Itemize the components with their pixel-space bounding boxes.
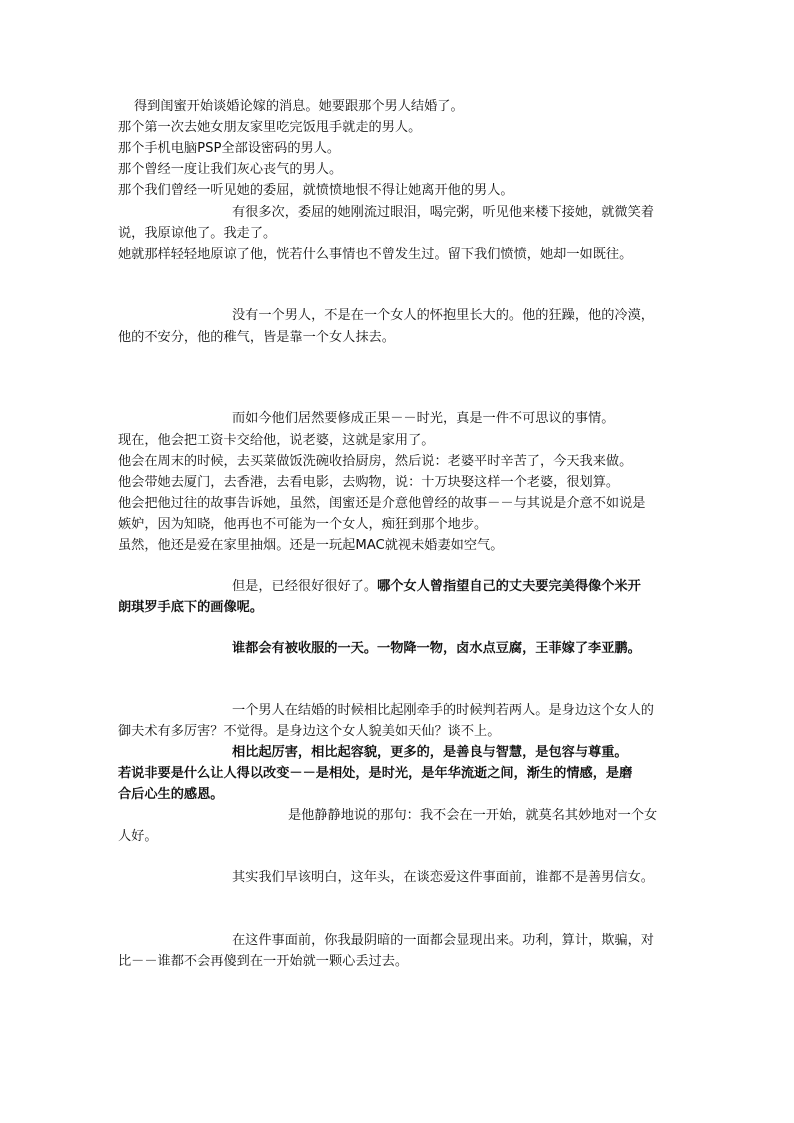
text-line: 比－－谁都不会再傻到在一开始就一颗心丢过去。	[118, 954, 409, 969]
text-line: 那个第一次去她女朋友家里吃完饭甩手就走的男人。	[118, 120, 422, 135]
text-line: 现在，他会把工资卡交给他，说老婆，这就是家用了。	[118, 433, 435, 448]
text-line-bold: 相比起厉害，相比起容貌，更多的，是善良与智慧，是包容与尊重。	[232, 745, 628, 760]
text-line: 嫉妒，因为知晓，他再也不可能为一个女人，痴狂到那个地步。	[118, 517, 488, 532]
text-line: 是他静静地说的那句：我不会在一开始，就莫名其妙地对一个女	[288, 808, 658, 823]
text-line: 得到闺蜜开始谈婚论嫁的消息。她要跟那个男人结婚了。	[134, 99, 464, 114]
text-line: 一个男人在结婚的时候相比起刚牵手的时候判若两人。是身边这个女人的	[232, 703, 654, 718]
text-run-bold: 哪个女人曾指望自己的丈夫要完美得像个米开	[377, 579, 641, 594]
text-line: 那个我们曾经一听见她的委屈，就愤愤地恨不得让她离开他的男人。	[118, 183, 514, 198]
text-line: 其实我们早该明白，这年头，在谈恋爱这件事面前，谁都不是善男信女。	[232, 870, 654, 885]
text-line	[232, 576, 641, 597]
text-line: 那个曾经一度让我们灰心丧气的男人。	[118, 162, 343, 177]
text-line-bold: 若说非要是什么让人得以改变－－是相处，是时光，是年华流逝之间，渐生的情感，是磨	[118, 766, 633, 781]
text-line: 没有一个男人，不是在一个女人的怀抱里长大的。他的狂躁，他的冷漠，	[232, 308, 654, 323]
text-line-bold: 谁都会有被收服的一天。一物降一物，卤水点豆腐，王菲嫁了李亚鹏。	[232, 641, 641, 656]
text-line: 有很多次，委屈的她刚流过眼泪，喝完粥，听见他来楼下接她，就微笑着	[232, 205, 654, 220]
text-line: 她就那样轻轻地原谅了他，恍若什么事情也不曾发生过。留下我们愤愤，她却一如既往。	[118, 247, 633, 262]
text-line-bold: 朗琪罗手底下的画像呢。	[118, 600, 264, 615]
text-run: 但是，已经很好很好了。	[232, 579, 378, 594]
text-line: 而如今他们居然要修成正果－－时光，真是一件不可思议的事情。	[232, 411, 615, 426]
text-line-bold: 合后心生的感恩。	[118, 787, 224, 802]
text-line: 虽然，他还是爱在家里抽烟。还是一玩起MAC就视未婚妻如空气。	[118, 538, 504, 553]
text-line: 人好。	[118, 829, 158, 844]
text-line: 他的不安分，他的稚气，皆是靠一个女人抹去。	[118, 330, 395, 345]
text-line: 说，我原谅他了。我走了。	[118, 226, 277, 241]
text-line: 那个手机电脑PSP全部设密码的男人。	[118, 141, 341, 156]
text-line: 御夫术有多厉害？不觉得。是身边这个女人貌美如天仙？谈不上。	[118, 724, 501, 739]
text-line: 在这件事面前，你我最阴暗的一面都会显现出来。功利，算计，欺骗，对	[232, 933, 654, 948]
text-line: 他会把他过往的故事告诉她，虽然，闺蜜还是介意他曾经的故事－－与其说是介意不如说是	[118, 496, 646, 511]
text-line: 他会带她去厦门，去香港，去看电影，去购物，说：十万块娶这样一个老婆，很划算。	[118, 475, 620, 490]
text-line: 他会在周末的时候，去买菜做饭洗碗收拾厨房，然后说：老婆平时辛苦了，今天我来做。	[118, 454, 633, 469]
